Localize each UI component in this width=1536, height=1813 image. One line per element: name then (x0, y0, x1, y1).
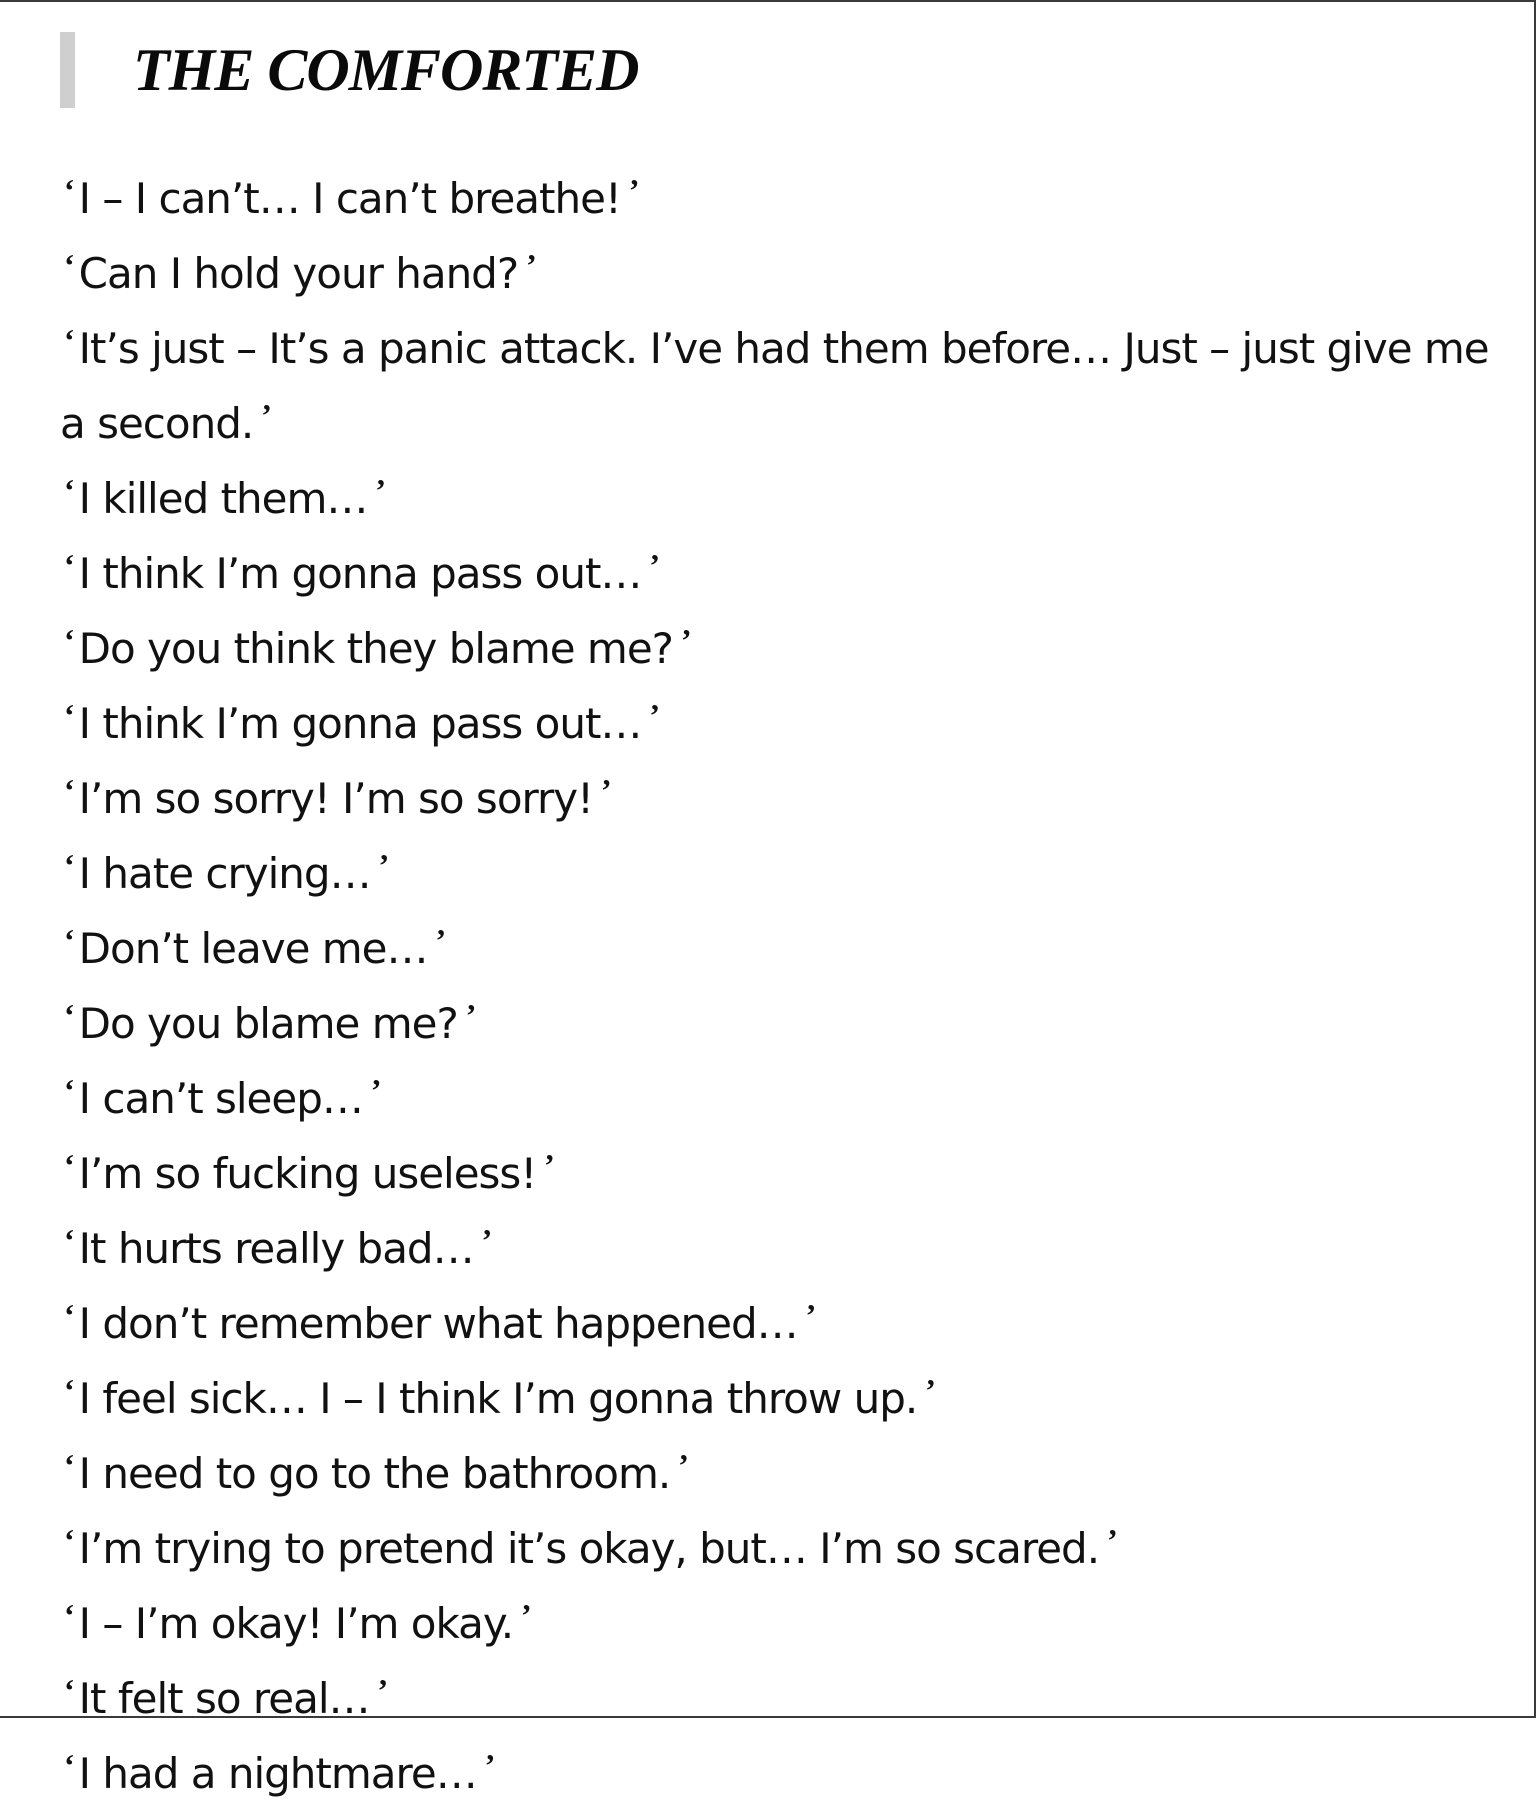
open-quote-mark: ‘ (64, 472, 74, 508)
page-title: THE COMFORTED (133, 37, 639, 103)
quote-text: I don’t remember what happened… (78, 1299, 798, 1348)
close-quote-mark: ’ (370, 1072, 381, 1108)
open-quote-mark: ‘ (64, 1597, 74, 1633)
frame-border-top (0, 0, 1536, 2)
open-quote-mark: ‘ (64, 1297, 74, 1333)
close-quote-mark: ’ (378, 847, 389, 883)
quote-text: I hate crying… (78, 849, 371, 898)
close-quote-mark: ’ (925, 1372, 935, 1408)
close-quote-mark: ’ (377, 1672, 388, 1708)
quote-line (60, 1663, 1500, 1738)
quote-text: Do you think they blame me? (78, 624, 673, 673)
open-quote-mark: ‘ (64, 847, 74, 883)
open-quote-mark: ‘ (64, 1372, 74, 1408)
close-quote-mark: ’ (649, 697, 660, 733)
open-quote-mark: ‘ (64, 547, 74, 583)
quote-line (60, 688, 1500, 763)
quote-text: Don’t leave me… (78, 924, 428, 973)
close-quote-mark: ’ (1107, 1522, 1117, 1558)
open-quote-mark: ‘ (64, 1222, 74, 1258)
quote-line (60, 538, 1500, 613)
quote-line (60, 1738, 1500, 1813)
section-heading (60, 32, 638, 108)
quote-line (60, 1438, 1500, 1513)
close-quote-mark: ’ (375, 472, 386, 508)
quote-text: I think I’m gonna pass out… (78, 699, 642, 748)
close-quote-mark: ’ (521, 1597, 531, 1633)
quote-text: It felt so real… (78, 1674, 370, 1723)
quote-text: I’m so fucking useless! (78, 1149, 537, 1198)
quote-text: I had a nightmare… (78, 1749, 477, 1798)
quote-line (60, 1063, 1500, 1138)
close-quote-mark: ’ (465, 997, 476, 1033)
quote-list (60, 163, 1500, 1813)
quote-text: I feel sick… I – I think I’m gonna throw up. (78, 1374, 918, 1423)
quote-text: It hurts really bad… (78, 1224, 474, 1273)
quote-text: I – I can’t… I can’t breathe! (78, 174, 621, 223)
quote-line (60, 613, 1500, 688)
quote-line (60, 838, 1500, 913)
quote-text: I’m so sorry! I’m so sorry! (78, 774, 594, 823)
quote-text: I killed them… (78, 474, 368, 523)
quote-line (60, 1363, 1500, 1438)
close-quote-mark: ’ (678, 1447, 688, 1483)
close-quote-mark: ’ (526, 247, 536, 283)
close-quote-mark: ’ (261, 397, 271, 433)
open-quote-mark: ‘ (64, 1147, 74, 1183)
open-quote-mark: ‘ (64, 172, 74, 208)
open-quote-mark: ‘ (64, 1747, 74, 1783)
quote-line (60, 763, 1500, 838)
quote-line (60, 163, 1500, 238)
open-quote-mark: ‘ (64, 1072, 74, 1108)
open-quote-mark: ‘ (64, 922, 74, 958)
heading-accent-bar (60, 32, 75, 108)
quote-text: It’s just – It’s a panic attack. I’ve had them before… Just – just give me a second. (60, 324, 1489, 448)
close-quote-mark: ’ (601, 772, 611, 808)
open-quote-mark: ‘ (64, 322, 74, 358)
quote-text: Do you blame me? (78, 999, 458, 1048)
quote-text: I think I’m gonna pass out… (78, 549, 642, 598)
open-quote-mark: ‘ (64, 247, 74, 283)
close-quote-mark: ’ (544, 1147, 554, 1183)
quote-line (60, 913, 1500, 988)
quote-line (60, 988, 1500, 1063)
open-quote-mark: ‘ (64, 1672, 74, 1708)
open-quote-mark: ‘ (64, 1522, 74, 1558)
quote-line (60, 1288, 1500, 1363)
close-quote-mark: ’ (484, 1747, 495, 1783)
quote-line (60, 463, 1500, 538)
close-quote-mark: ’ (680, 622, 691, 658)
open-quote-mark: ‘ (64, 697, 74, 733)
quote-text: I can’t sleep… (78, 1074, 363, 1123)
close-quote-mark: ’ (628, 172, 639, 208)
close-quote-mark: ’ (805, 1297, 816, 1333)
close-quote-mark: ’ (481, 1222, 492, 1258)
quote-text: I – I’m okay! I’m okay. (78, 1599, 514, 1648)
quote-text: I need to go to the bathroom. (78, 1449, 671, 1498)
quote-line (60, 1588, 1500, 1663)
quote-line (60, 1513, 1500, 1588)
open-quote-mark: ‘ (64, 772, 74, 808)
open-quote-mark: ‘ (64, 1447, 74, 1483)
quote-text: Can I hold your hand? (78, 249, 519, 298)
quote-line (60, 1138, 1500, 1213)
close-quote-mark: ’ (649, 547, 660, 583)
close-quote-mark: ’ (435, 922, 446, 958)
quote-line (60, 238, 1500, 313)
open-quote-mark: ‘ (64, 622, 74, 658)
quote-line (60, 313, 1500, 463)
open-quote-mark: ‘ (64, 997, 74, 1033)
quote-line (60, 1213, 1500, 1288)
quote-text: I’m trying to pretend it’s okay, but… I’m so scared. (78, 1524, 1100, 1573)
